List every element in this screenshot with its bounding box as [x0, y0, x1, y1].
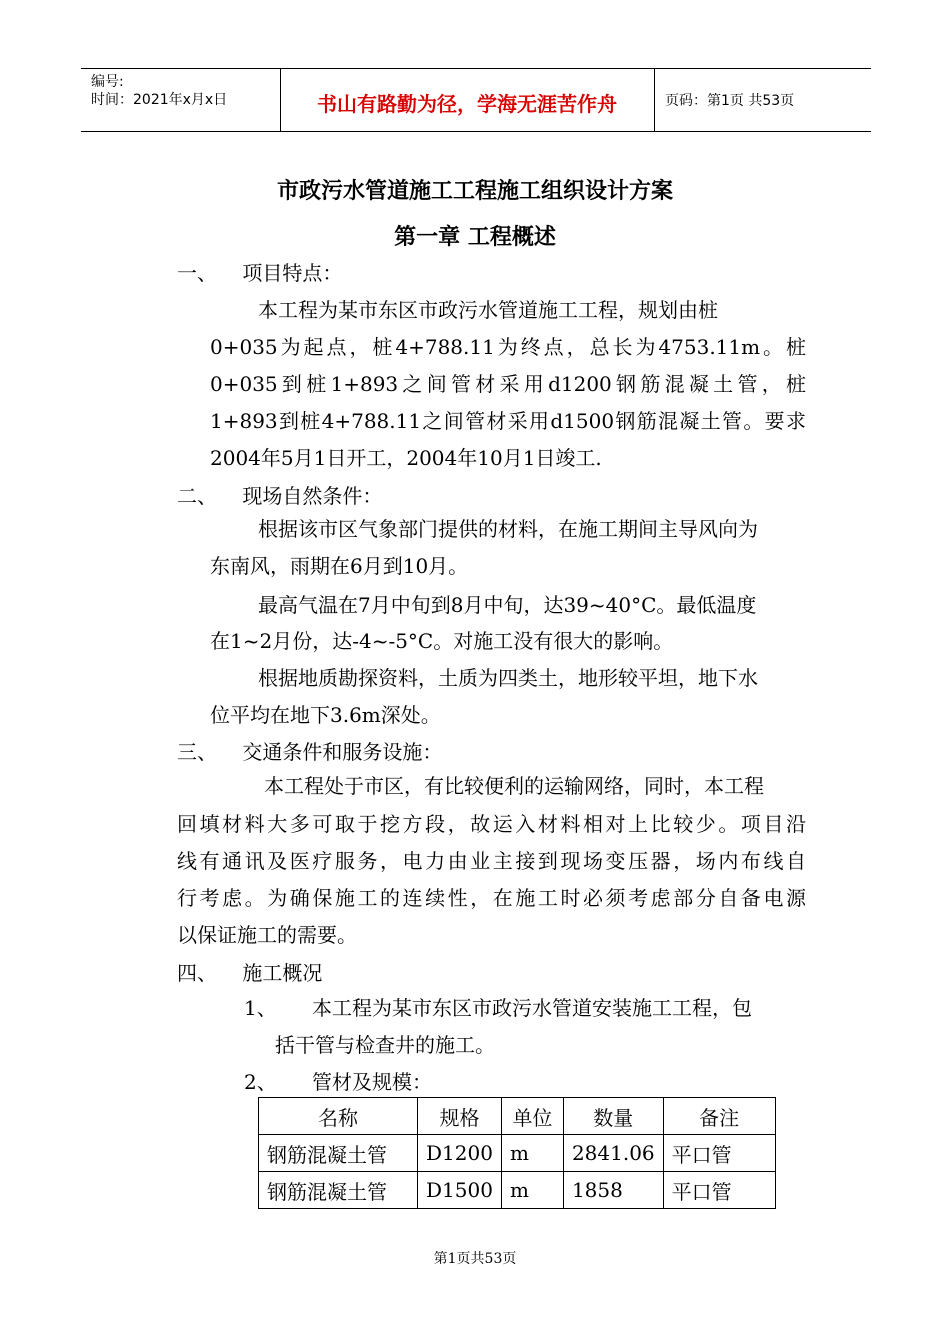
paragraph-line: 括干管与检查井的施工。	[275, 1033, 495, 1057]
header-divider	[654, 69, 655, 131]
table-cell: 钢筋混凝土管	[259, 1135, 418, 1172]
chapter-title: 第一章 工程概述	[394, 224, 556, 250]
table-cell: m	[501, 1135, 563, 1172]
materials-table	[258, 1097, 776, 1209]
paragraph-line: 本工程处于市区，有比较便利的运输网络，同时，本工程	[264, 774, 764, 798]
paragraph-line: 行考虑。为确保施工的连续性，在施工时必须考虑部分自备电源	[177, 886, 806, 910]
document-title: 市政污水管道施工工程施工组织设计方案	[276, 178, 673, 204]
table-row	[259, 1135, 776, 1172]
paragraph-line: 2004年5月1日开工，2004年10月1日竣工.	[210, 446, 602, 470]
table-header-cell: 规格	[418, 1098, 502, 1135]
paragraph-line: 线有通讯及医疗服务，电力由业主接到现场变压器，场内布线自	[177, 849, 806, 873]
table-cell: m	[501, 1172, 563, 1209]
table-header-cell: 备注	[663, 1098, 775, 1135]
header-motto: 书山有路勤为径，学海无涯苦作舟	[317, 92, 617, 116]
paragraph-line: 1+893到桩4+788.11之间管材采用d1500钢筋混凝土管。要求	[210, 409, 806, 433]
table-cell: 钢筋混凝土管	[259, 1172, 418, 1209]
table-header-cell: 数量	[563, 1098, 663, 1135]
paragraph-line: 在1~2月份，达-4~-5°C。对施工没有很大的影响。	[210, 629, 674, 653]
section-heading: 二、 现场自然条件：	[177, 484, 383, 508]
section-heading: 三、 交通条件和服务设施：	[177, 740, 443, 764]
paragraph-line: 东南风，雨期在6月到10月。	[210, 554, 469, 578]
paragraph-line: 以保证施工的需要。	[177, 923, 357, 947]
table-cell: 平口管	[663, 1135, 775, 1172]
list-number: 2、	[244, 1070, 277, 1094]
paragraph-line: 0+035为起点，桩4+788.11为终点，总长为4753.11m。桩	[210, 335, 806, 359]
section-heading: 四、 施工概况	[177, 961, 323, 985]
table-cell: 平口管	[663, 1172, 775, 1209]
section-heading: 一、 项目特点：	[177, 261, 343, 285]
paragraph-line: 根据该市区气象部门提供的材料，在施工期间主导风向为	[258, 517, 758, 541]
header-page-number: 页码：第1页 共53页	[665, 93, 795, 109]
paragraph-line: 本工程为某市东区市政污水管道施工工程，规划由桩	[258, 298, 718, 322]
paragraph-line: 最高气温在7月中旬到8月中旬，达39~40°C。最低温度	[258, 593, 757, 617]
doc-time-label: 时间：2021年x月x日	[91, 92, 228, 108]
table-cell: D1500	[418, 1172, 502, 1209]
paragraph-line: 本工程为某市东区市政污水管道安装施工工程，包	[312, 996, 752, 1020]
paragraph-line: 根据地质勘探资料，土质为四类土，地形较平坦，地下水	[258, 666, 758, 690]
list-number: 1、	[244, 996, 277, 1020]
page-header	[81, 68, 871, 132]
table-header-row	[259, 1098, 776, 1135]
table-cell: D1200	[418, 1135, 502, 1172]
table-header-cell: 名称	[259, 1098, 418, 1135]
table-header-cell: 单位	[501, 1098, 563, 1135]
table-cell: 2841.06	[563, 1135, 663, 1172]
paragraph-line: 位平均在地下3.6m深处。	[210, 703, 441, 727]
paragraph-line: 0+035到桩1+893之间管材采用d1200钢筋混凝土管，桩	[210, 372, 806, 396]
doc-number-label: 编号:	[91, 74, 124, 90]
page-footer: 第1页共53页	[433, 1251, 517, 1267]
paragraph-line: 管材及规模：	[312, 1070, 432, 1094]
paragraph-line: 回填材料大多可取于挖方段，故运入材料相对上比较少。项目沿	[177, 812, 806, 836]
table-row	[259, 1172, 776, 1209]
table-cell: 1858	[563, 1172, 663, 1209]
